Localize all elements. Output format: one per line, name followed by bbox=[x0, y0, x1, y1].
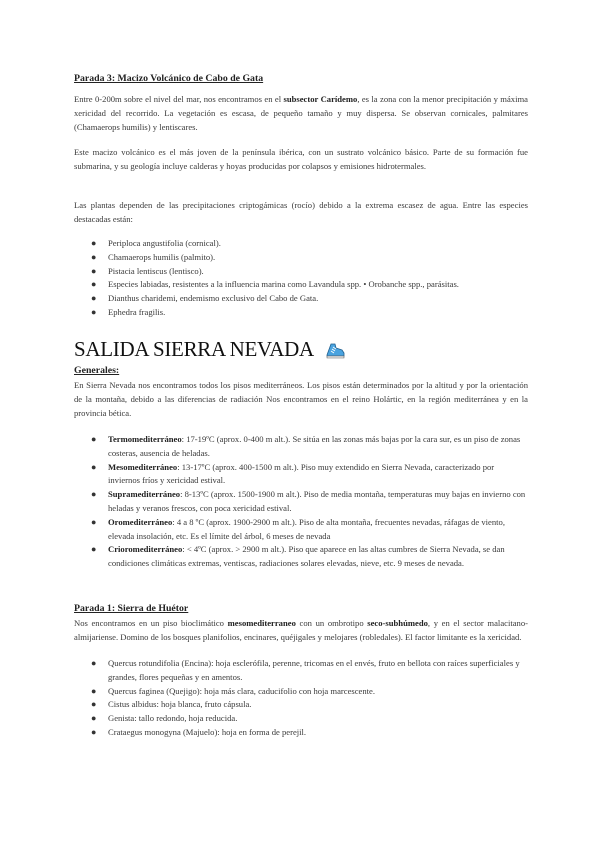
list-item: ● Pistacia lentiscus (lentisco). bbox=[108, 265, 528, 279]
bullet-icon: ● bbox=[91, 685, 97, 696]
parada1-paragraph: Nos encontramos en un piso bioclimático mesomediterraneo con un ombrotipo seco-subhúmedo, y en el sector malacitano-almijariense. Domino de los bosques planifolios, encinares, quéjigales y melojares (robledales). El factor limitante es la xericidad. bbox=[74, 618, 528, 642]
generales-text: En Sierra Nevada nos encontramos todos los pisos mediterráneos. Los pisos están determinados por la altitud y por la orientación de la montaña, debido a las diferencias de radiación Nos encontramos en el reino Holártic, en la región mediterránea y en la provincia bética. bbox=[74, 380, 528, 418]
section-title: SALIDA SIERRA NEVADA bbox=[74, 337, 314, 361]
list-item: ● Cistus albidus: hoja blanca, fruto cápsula. bbox=[108, 698, 528, 712]
parada1-heading-block bbox=[74, 602, 528, 615]
bullet-icon: ● bbox=[91, 461, 97, 472]
list-item: ● Supramediterráneo: 8-13ºC (aprox. 1500-1900 m alt.). Piso de media montaña, temperaturas muy bajas en invierno con heladas y veranos frescos, con poca xericidad estival. bbox=[91, 489, 526, 513]
generales-heading: Generales: bbox=[74, 365, 120, 376]
list-item: ● Quercus rotundifolia (Encina): hoja esclerófila, perenne, tricomas en el envés, fruto en bellota con raíces superficiales y grandes, flores pequeñas y en amentos. bbox=[91, 658, 520, 682]
parada3-p1-text-b: , es la zona con la menor precipitación y máxima xericidad del recorrido. La vegetación es escasa, de pequeño tamaño y muy dispersa. Se observan cornicales, palmitares (Chamaerops humilis) y lentiscares. bbox=[74, 94, 528, 132]
list-item: ● Crataegus monogyna (Majuelo): hoja en forma de perejil. bbox=[108, 726, 528, 740]
parada3-p3: Las plantas dependen de las precipitaciones criptogámicas (rocío) debido a la extrema escasez de agua. Entre las especies destacadas están: bbox=[74, 200, 528, 224]
parada3-paragraph-2 bbox=[74, 145, 528, 173]
list-item: ● Genista: tallo redondo, hoja reducida. bbox=[108, 712, 528, 726]
list-item: ● Mesomediterráneo: 13-17ºC (aprox. 400-1500 m alt.). Piso muy extendido en Sierra Nevada, caracterizado por inviernos fríos y xericidad estival. bbox=[91, 461, 495, 486]
parada3-paragraph-3 bbox=[74, 198, 528, 226]
hiking-shoe-icon bbox=[324, 341, 346, 364]
bullet-icon: ● bbox=[91, 238, 97, 248]
parada3-species-list bbox=[91, 237, 528, 320]
list-item: ● Termomediterráneo: 17-19ºC (aprox. 0-400 m alt.). Se sitúa en las zonas más bajas por la cara sur, es un piso de zonas costeras, ausencia de heladas. bbox=[91, 434, 521, 458]
salida-title-block bbox=[74, 337, 528, 364]
list-item: ● Quercus faginea (Quejigo): hoja más clara, caducifolio con hoja marcescente. bbox=[108, 685, 528, 699]
generales-heading-block bbox=[74, 364, 528, 377]
parada1-species-list bbox=[91, 657, 528, 740]
bullet-icon: ● bbox=[91, 699, 97, 710]
parada3-p2: Este macizo volcánico es el más joven de la península ibérica, con un sustrato volcánico básico. Parte de su formación fue submarina, y su geología incluye calderas y hoyas producidas por colapsos y emisiones hidrotermales. bbox=[74, 147, 528, 171]
bullet-icon: ● bbox=[91, 306, 97, 317]
bullet-icon: ● bbox=[91, 544, 97, 555]
list-item: ● Dianthus charidemi, endemismo exclusivo del Cabo de Gata. bbox=[108, 292, 528, 306]
bullet-icon: ● bbox=[91, 726, 97, 737]
bullet-icon: ● bbox=[91, 251, 97, 262]
parada3-p1-text-a: Entre 0-200m sobre el nivel del mar, nos encontramos en el bbox=[74, 94, 284, 104]
list-item: ● Chamaerops humilis (palmito). bbox=[108, 251, 528, 265]
bullet-icon: ● bbox=[91, 489, 97, 500]
list-item: ● Ephedra fragilis. bbox=[108, 306, 528, 320]
bullet-icon: ● bbox=[91, 434, 97, 444]
parada3-heading: Parada 3: Macizo Volcánico de Cabo de Gata bbox=[74, 73, 264, 84]
list-item: ● Crioromediterráneo: < 4ºC (aprox. > 2900 m alt.). Piso que aparece en las altas cumbres de Sierra Nevada, se dan condiciones climáticas extremas, ventiscas, radiaciones solares elevadas, nieve, etc. 9 meses de nevada. bbox=[91, 544, 505, 569]
pisos-list bbox=[91, 433, 528, 571]
bullet-icon: ● bbox=[91, 713, 97, 724]
generales-paragraph bbox=[74, 378, 528, 420]
list-item: ● Periploca angustifolia (cornical). bbox=[108, 237, 528, 251]
parada3-p1-bold: subsector Carídemo bbox=[283, 94, 358, 104]
bullet-icon: ● bbox=[91, 658, 97, 668]
list-item: ● Oromediterráneo: 4 a 8 ºC (aprox. 1900-2900 m alt.). Piso de alta montaña, frecuentes nevadas, ráfagas de viento, elevada insolación, etc. Es el límite del árbol, 6 meses de nevada bbox=[91, 516, 505, 541]
parada3-heading-block bbox=[74, 72, 528, 85]
bullet-icon: ● bbox=[91, 516, 97, 527]
bullet-icon: ● bbox=[91, 265, 97, 276]
parada1-heading: Parada 1: Sierra de Huétor bbox=[74, 603, 189, 614]
bullet-icon: ● bbox=[91, 293, 97, 304]
list-item: ● Especies labiadas, resistentes a la influencia marina como Lavandula spp. • Orobanche spp., parásitas. bbox=[108, 278, 528, 292]
parada3-paragraph-1 bbox=[74, 92, 528, 134]
bullet-icon: ● bbox=[91, 279, 97, 290]
